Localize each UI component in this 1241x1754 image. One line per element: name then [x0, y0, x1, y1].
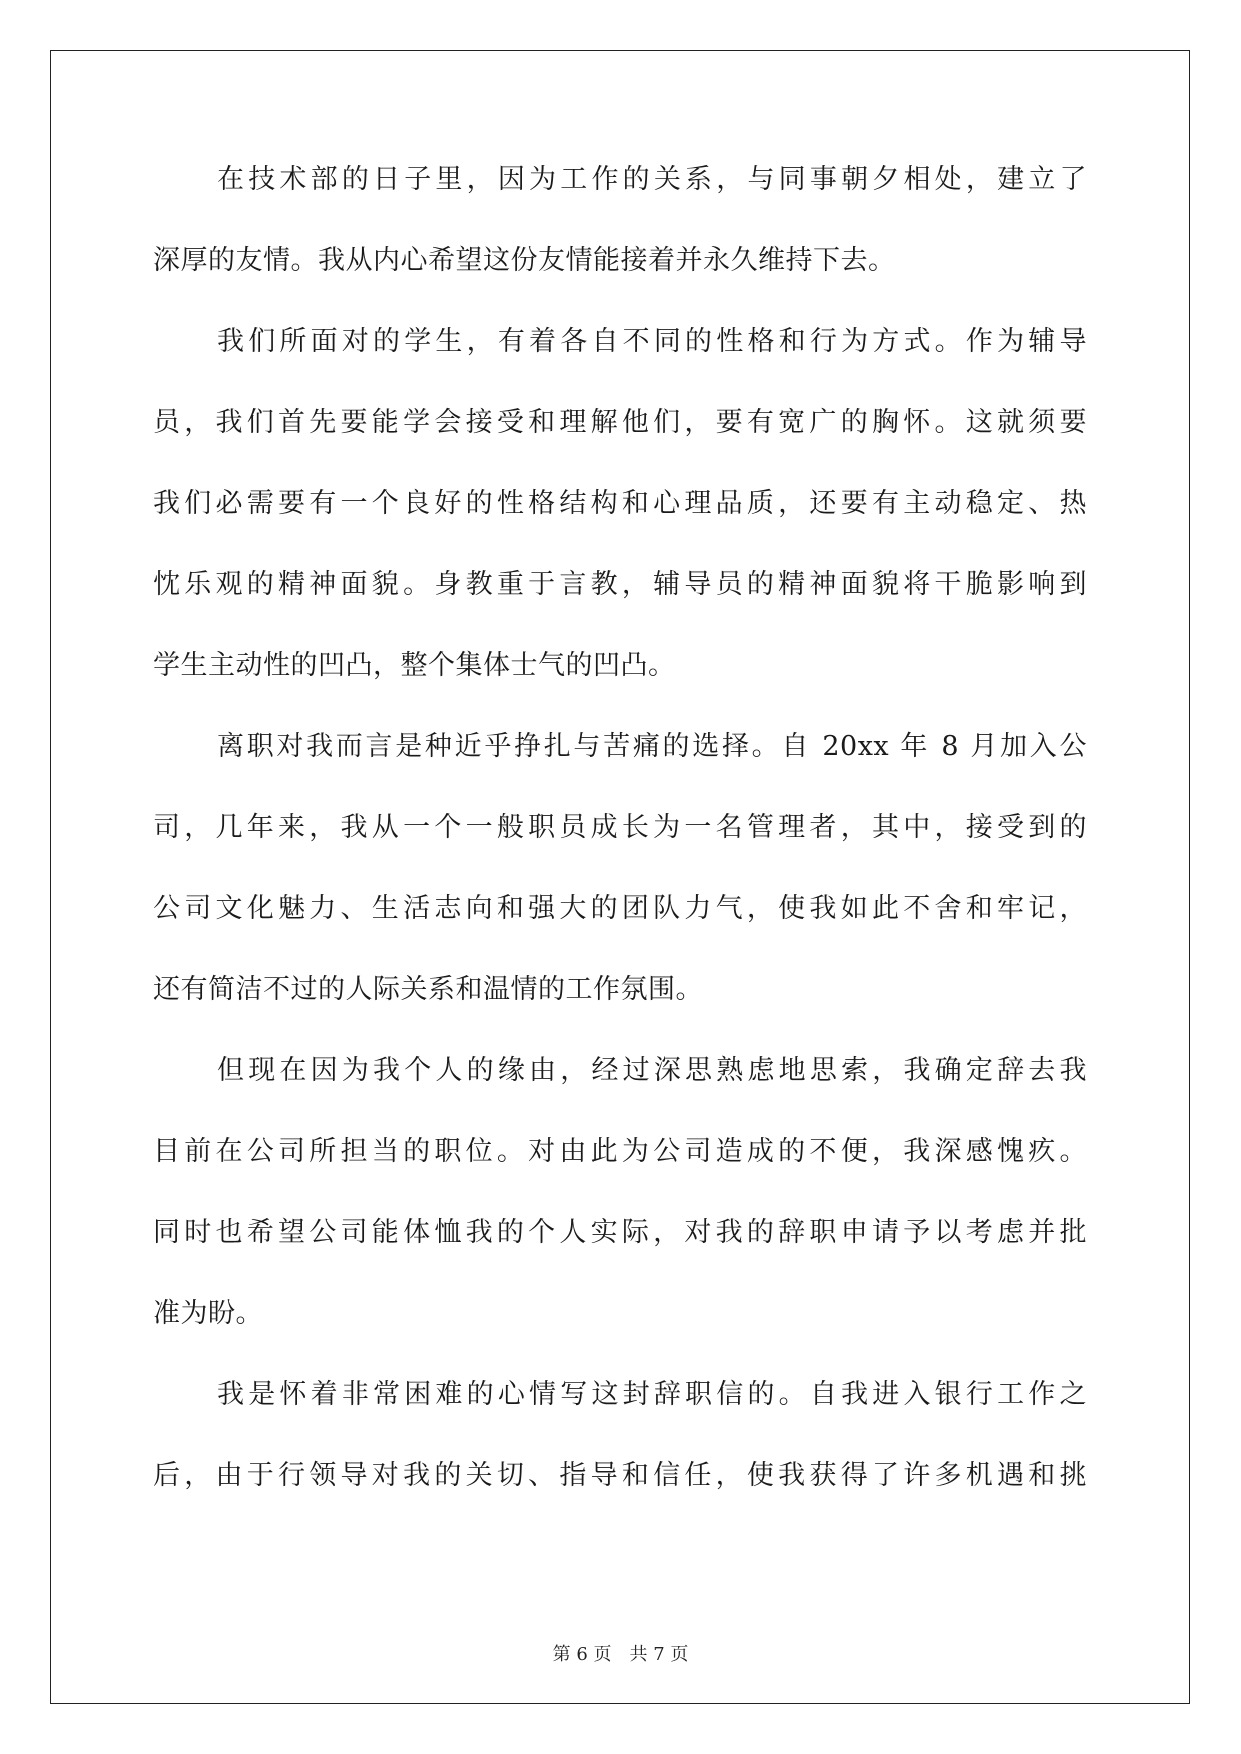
paragraph-3: [153, 727, 1087, 1009]
text-line: 我们必需要有一个良好的性格结构和心理品质，还要有主动稳定、热: [153, 488, 1087, 519]
text-line: 在技术部的日子里，因为工作的关系，与同事朝夕相处，建立了: [217, 164, 1087, 195]
paragraph-1: [153, 160, 1087, 280]
text-line: 后，由于行领导对我的关切、指导和信任，使我获得了许多机遇和挑: [153, 1460, 1087, 1491]
text-line: 准为盼。: [153, 1298, 263, 1329]
text-line: 但现在因为我个人的缘由，经过深思熟虑地思索，我确定辞去我: [217, 1055, 1087, 1086]
text-line: 我们所面对的学生，有着各自不同的性格和行为方式。作为辅导: [217, 326, 1087, 357]
text-line: 目前在公司所担当的职位。对由此为公司造成的不便，我深感愧疚。: [153, 1136, 1087, 1167]
text-line: 深厚的友情。我从内心希望这份友情能接着并永久维持下去。: [153, 245, 896, 276]
text-line: 公司文化魅力、生活志向和强大的团队力气，使我如此不舍和牢记，: [153, 893, 1087, 924]
paragraph-5: [153, 1375, 1087, 1495]
text-line: 离职对我而言是种近乎挣扎与苦痛的选择。自 20xx 年 8 月加入公: [217, 731, 1087, 762]
document-body: [153, 160, 1087, 1495]
text-line: 同时也希望公司能体恤我的个人实际，对我的辞职申请予以考虑并批: [153, 1217, 1087, 1248]
paragraph-2: [153, 322, 1087, 685]
text-line: 我是怀着非常困难的心情写这封辞职信的。自我进入银行工作之: [217, 1379, 1087, 1410]
text-line: 还有简洁不过的人际关系和温情的工作氛围。: [153, 974, 703, 1005]
text-line: 员，我们首先要能学会接受和理解他们，要有宽广的胸怀。这就须要: [153, 407, 1087, 438]
paragraph-4: [153, 1051, 1087, 1333]
page-number-footer: 第 6 页 共 7 页: [552, 1644, 689, 1665]
text-line: 忱乐观的精神面貌。身教重于言教，辅导员的精神面貌将干脆影响到: [153, 569, 1087, 600]
text-line: 学生主动性的凹凸，整个集体士气的凹凸。: [153, 650, 676, 681]
text-line: 司，几年来，我从一个一般职员成长为一名管理者，其中，接受到的: [153, 812, 1087, 843]
